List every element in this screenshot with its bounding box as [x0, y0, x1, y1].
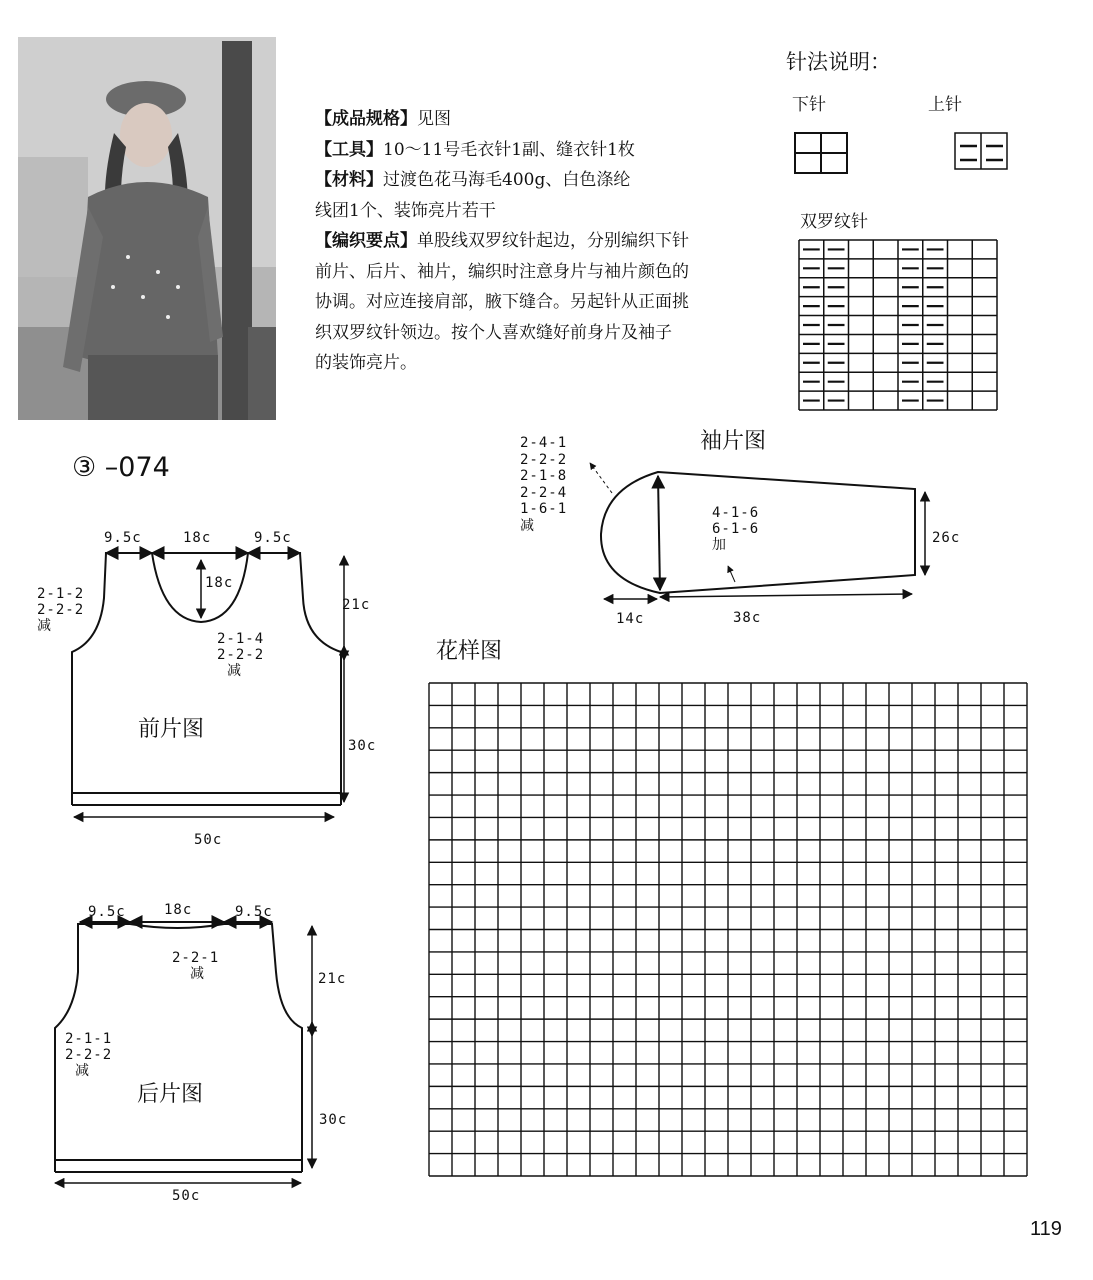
sleeve-title: 袖片图: [700, 429, 767, 454]
back-armhole-height: 21c: [318, 971, 347, 987]
back-neck-width: 18c: [164, 902, 193, 918]
front-shoulder-right: 9.5c: [254, 530, 292, 546]
spec-material: 【材料】过渡色花马海毛400g、白色涤纶: [315, 170, 631, 190]
legend-purl-label: 上针: [928, 95, 962, 115]
legend-title: 针法说明：: [786, 50, 891, 74]
front-body-height: 30c: [348, 738, 377, 754]
sleeve-cap-length: 14c: [616, 611, 645, 627]
front-neck-width: 18c: [183, 530, 212, 546]
back-body-height: 30c: [319, 1112, 348, 1128]
back-shoulder-right: 9.5c: [235, 904, 273, 920]
front-neck-decrease: 2-1-4 2-2-2 减: [217, 631, 265, 679]
legend-rib-label: 双罗纹针: [800, 212, 868, 232]
sleeve-length: 38c: [733, 610, 762, 626]
back-width: 50c: [172, 1188, 201, 1204]
back-piece-title: 后片图: [137, 1082, 204, 1107]
spec-knit-4: 织双罗纹针领边。按个人喜欢缝好前身片及袖子: [315, 322, 672, 343]
page-number: 119: [1030, 1218, 1062, 1240]
back-shoulder-left: 9.5c: [88, 904, 126, 920]
back-armhole-decrease: 2-1-1 2-2-2 减: [65, 1031, 113, 1079]
back-neck-decrease: 2-2-1 减: [172, 950, 220, 982]
spec-material-cont: 线团1个、装饰亮片若干: [315, 200, 496, 221]
spec-knit: 【编织要点】单股线双罗纹针起边，分别编织下针: [315, 231, 689, 251]
front-armhole-height: 21c: [342, 597, 371, 613]
rib-chart: [799, 240, 997, 410]
pattern-grid: [429, 683, 1027, 1176]
back-piece-outline: [55, 922, 312, 1183]
front-piece-outline: [72, 553, 344, 817]
front-armhole-decrease: 2-1-2 2-2-2 减: [37, 586, 85, 634]
sleeve-outline: [590, 463, 925, 599]
front-neck-depth: 18c: [205, 575, 234, 591]
front-piece-title: 前片图: [138, 717, 205, 742]
sleeve-increase: 4-1-6 6-1-6 加: [712, 505, 760, 553]
pattern-chart-title: 花样图: [436, 639, 503, 664]
spec-knit-5: 的装饰亮片。: [315, 353, 417, 373]
spec-knit-2: 前片、后片、袖片，编织时注意身片与袖片颜色的: [315, 261, 689, 282]
spec-size: 【成品规格】见图: [315, 109, 451, 129]
front-shoulder-left: 9.5c: [104, 530, 142, 546]
spec-knit-3: 协调。对应连接肩部，腋下缝合。另起针从正面挑: [315, 292, 689, 312]
legend-knit-label: 下针: [792, 95, 826, 115]
front-width: 50c: [194, 832, 223, 848]
pattern-code: ③ –074: [72, 452, 170, 483]
sleeve-cap-decrease: 2-4-1 2-2-2 2-1-8 2-2-4 1-6-1 减: [520, 435, 568, 534]
sleeve-cuff-width: 26c: [932, 530, 961, 546]
spec-tools: 【工具】10～11号毛衣针1副、缝衣针1枚: [315, 139, 635, 160]
